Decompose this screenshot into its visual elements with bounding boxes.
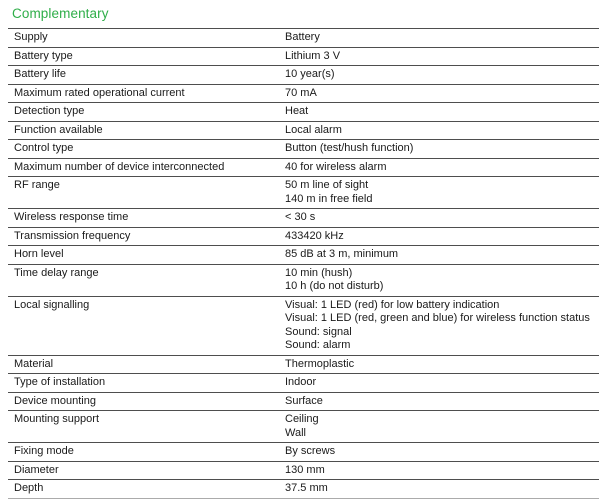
spec-value-line: 140 m in free field	[285, 192, 373, 205]
spec-value	[284, 177, 599, 209]
spec-value-line: Visual: 1 LED (red, green and blue) for wireless function status	[285, 312, 590, 324]
spec-value	[284, 227, 599, 246]
spec-value	[284, 461, 599, 480]
table-row	[8, 29, 599, 48]
section-title: Complementary	[12, 6, 109, 21]
spec-label: Maximum number of device interconnected	[8, 158, 284, 177]
table-row	[8, 47, 599, 66]
table-row	[8, 227, 599, 246]
table-row	[8, 443, 599, 462]
spec-value	[284, 443, 599, 462]
spec-label: RF range	[8, 177, 284, 209]
spec-value	[284, 411, 599, 443]
spec-label: Wireless response time	[8, 209, 284, 228]
spec-value-line: Visual: 1 LED (red) for low battery indication	[285, 298, 500, 311]
spec-value-line: 433420 kHz	[285, 229, 344, 242]
spec-label: Diameter	[8, 461, 284, 480]
spec-value-line: 10 year(s)	[285, 68, 335, 80]
spec-value	[284, 121, 599, 140]
spec-label: Material	[8, 355, 284, 374]
spec-label: Depth	[8, 480, 284, 499]
spec-value	[284, 84, 599, 103]
spec-value-line: 10 min (hush)	[285, 266, 353, 279]
spec-value-line: Wall	[285, 426, 306, 439]
spec-label: Transmission frequency	[8, 227, 284, 246]
table-row	[8, 246, 599, 265]
spec-value	[284, 66, 599, 85]
spec-label: Supply	[8, 29, 284, 48]
spec-value	[284, 392, 599, 411]
spec-value-line: 37.5 mm	[285, 482, 328, 494]
spec-value	[284, 480, 599, 499]
spec-value-line: 50 m line of sight	[285, 179, 369, 191]
spec-label: Local signalling	[8, 296, 284, 355]
spec-label: Mounting support	[8, 411, 284, 443]
spec-label: Battery type	[8, 47, 284, 66]
table-row	[8, 461, 599, 480]
spec-value	[284, 264, 599, 296]
spec-label: Control type	[8, 140, 284, 159]
table-row	[8, 480, 599, 499]
table-row	[8, 355, 599, 374]
spec-value-line: 40 for wireless alarm	[285, 160, 387, 173]
spec-label: Battery life	[8, 66, 284, 85]
spec-label: Detection type	[8, 103, 284, 122]
spec-table-body	[8, 29, 599, 499]
table-row	[8, 103, 599, 122]
spec-label: Horn level	[8, 246, 284, 265]
spec-value-line: Ceiling	[285, 413, 319, 425]
spec-label: Device mounting	[8, 392, 284, 411]
table-row	[8, 411, 599, 443]
spec-value-line: By screws	[285, 445, 336, 457]
table-row	[8, 392, 599, 411]
spec-value	[284, 29, 599, 48]
table-row	[8, 296, 599, 355]
spec-value	[284, 296, 599, 355]
spec-value-line: Lithium 3 V	[285, 49, 341, 62]
spec-value	[284, 103, 599, 122]
spec-value	[284, 158, 599, 177]
spec-value-line: Button (test/hush function)	[285, 142, 414, 154]
spec-value-line: 130 mm	[285, 463, 325, 476]
spec-value	[284, 47, 599, 66]
spec-value-line: 10 h (do not disturb)	[285, 280, 384, 292]
spec-label: Time delay range	[8, 264, 284, 296]
table-row	[8, 264, 599, 296]
spec-value-line: Sound: signal	[285, 325, 352, 338]
table-row	[8, 209, 599, 228]
spec-value-line: Indoor	[285, 376, 317, 388]
spec-table	[8, 28, 599, 499]
spec-value-line: Sound: alarm	[285, 339, 351, 351]
spec-label: Type of installation	[8, 374, 284, 393]
table-row	[8, 84, 599, 103]
spec-label: Fixing mode	[8, 443, 284, 462]
table-row	[8, 177, 599, 209]
spec-value	[284, 355, 599, 374]
table-row	[8, 121, 599, 140]
table-row	[8, 66, 599, 85]
spec-value-line: 70 mA	[285, 86, 317, 99]
spec-value-line: < 30 s	[285, 211, 316, 223]
spec-value	[284, 246, 599, 265]
spec-label: Maximum rated operational current	[8, 84, 284, 103]
spec-value-line: Thermoplastic	[285, 357, 355, 370]
table-row	[8, 140, 599, 159]
table-row	[8, 374, 599, 393]
spec-value-line: 85 dB at 3 m, minimum	[285, 248, 399, 260]
table-row	[8, 158, 599, 177]
spec-value	[284, 140, 599, 159]
spec-value-line: Heat	[285, 105, 309, 117]
spec-value-line: Battery	[285, 31, 320, 43]
spec-value-line: Surface	[285, 394, 323, 407]
spec-value	[284, 374, 599, 393]
spec-value	[284, 209, 599, 228]
spec-label: Function available	[8, 121, 284, 140]
spec-value-line: Local alarm	[285, 123, 342, 136]
